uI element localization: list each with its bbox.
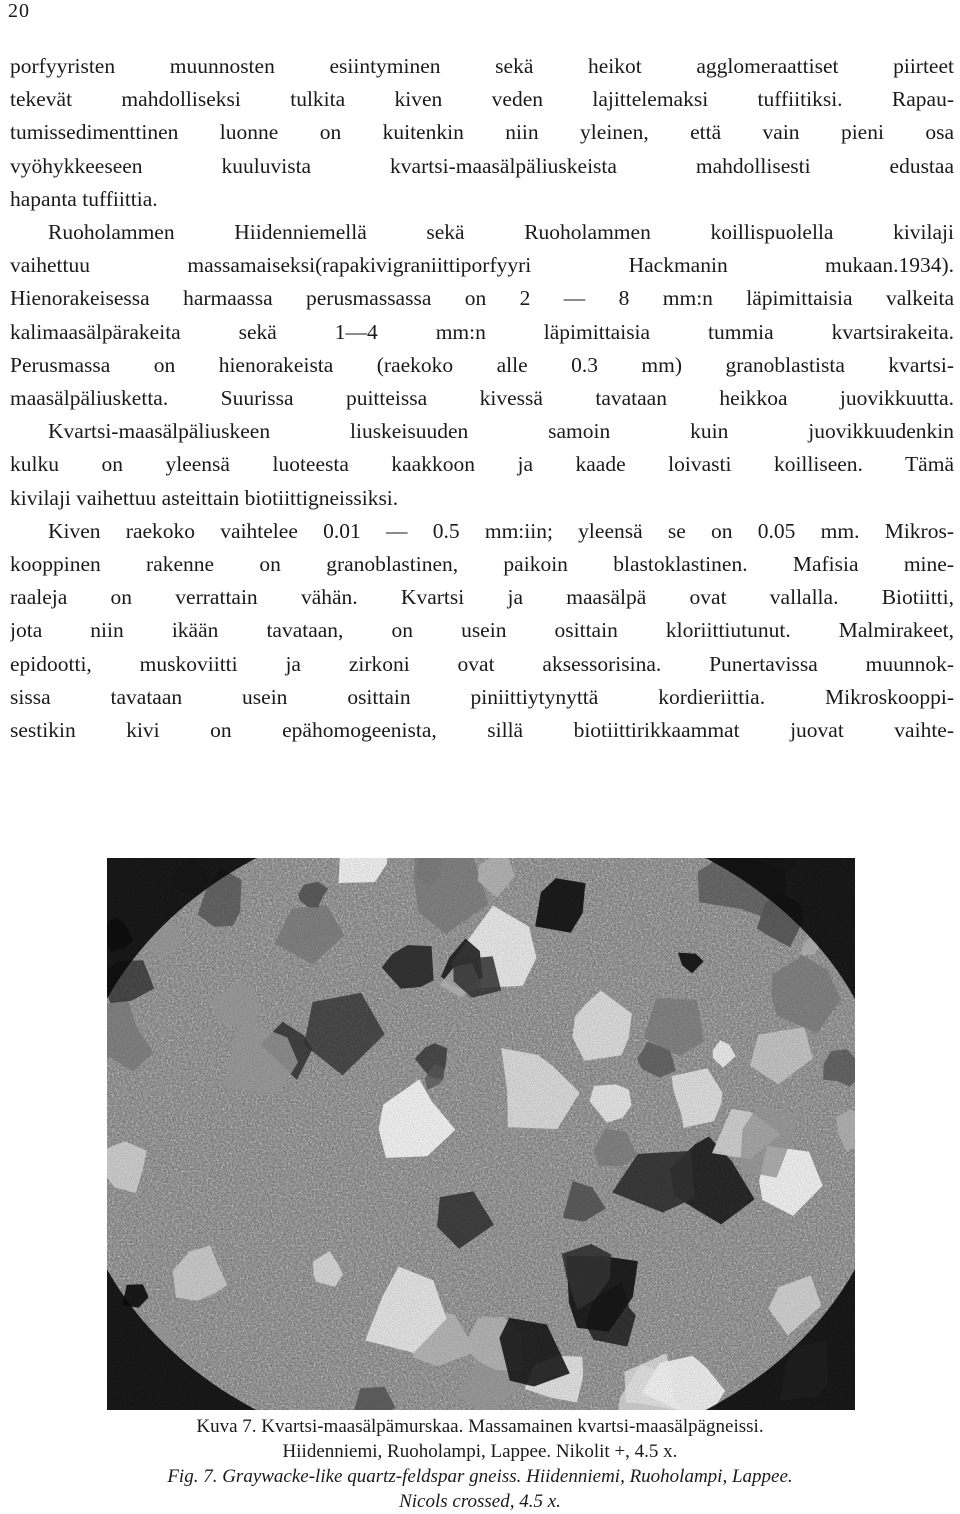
text-line: sissa tavataan usein osittain piniittiytynyttä kordieriittia. Mikroskooppi- xyxy=(10,684,954,709)
micrograph-figure xyxy=(107,858,855,1410)
caption-finnish-line-2: Hiidenniemi, Ruoholampi, Lappee. Nikolit +, 4.5 x. xyxy=(282,1441,678,1462)
caption-finnish-line-1: Kuva 7. Kvartsi-maasälpämurskaa. Massamainen kvartsi-maasälpägneissi. xyxy=(196,1416,764,1437)
figure-caption xyxy=(100,1414,860,1514)
text-line: Hienorakeisessa harmaassa perusmassassa on 2 — 8 mm:n läpimittaisia valkeita xyxy=(10,286,954,311)
text-line: hapanta tuffiittia. xyxy=(10,186,158,211)
text-line: tekevät mahdolliseksi tulkita kiven veden lajittelemaksi tuffiitiksi. Rapau- xyxy=(10,87,954,112)
caption-english-line-1: Fig. 7. Graywacke-like quartz-feldspar gneiss. Hiidenniemi, Ruoholampi, Lappee. xyxy=(167,1466,793,1487)
text-line: Perusmassa on hienorakeista (raekoko alle 0.3 mm) granoblastista kvartsi- xyxy=(10,352,954,377)
text-line: Kvartsi-maasälpäliuskeen liuskeisuuden samoin kuin juovikkuudenkin xyxy=(48,419,954,444)
caption-english-line-2: Nicols crossed, 4.5 x. xyxy=(399,1491,561,1512)
text-line: sestikin kivi on epähomogeenista, sillä biotiittirikkaammat juovat vaihte- xyxy=(10,718,954,743)
text-line: vyöhykkeeseen kuuluvista kvartsi-maasälpäliuskeista mahdollisesti edustaa xyxy=(10,153,954,178)
text-line: tumissedimenttinen luonne on kuitenkin niin yleinen, että vain pieni osa xyxy=(10,120,954,145)
text-line: raaleja on verrattain vähän. Kvartsi ja maasälpä ovat vallalla. Biotiitti, xyxy=(10,585,954,610)
text-line: Ruoholammen Hiidenniemellä sekä Ruoholammen koillispuolella kivilaji xyxy=(48,220,954,245)
text-line: kooppinen rakenne on granoblastinen, paikoin blastoklastinen. Mafisia mine- xyxy=(10,552,954,577)
micrograph-image xyxy=(107,858,855,1410)
text-line: epidootti, muskoviitti ja zirkoni ovat aksessorisina. Punertavissa muunnok- xyxy=(10,651,954,676)
text-line: jota niin ikään tavataan, on usein osittain kloriittiutunut. Malmirakeet, xyxy=(10,618,954,643)
body-text xyxy=(10,50,954,747)
text-line: maasälpäliusketta. Suurissa puitteissa kivessä tavataan heikkoa juovikkuutta. xyxy=(10,386,954,411)
text-line: vaihettuu massamaiseksi(rapakivigraniittiporfyyri Hackmanin mukaan.1934). xyxy=(10,253,954,278)
text-line: kivilaji vaihettuu asteittain biotiittigneissiksi. xyxy=(10,485,399,510)
text-line: kulku on yleensä luoteesta kaakkoon ja kaade loivasti koilliseen. Tämä xyxy=(10,452,954,477)
text-line: porfyyristen muunnosten esiintyminen sekä heikot agglomeraattiset piirteet xyxy=(10,54,954,78)
page-number: 20 xyxy=(8,0,30,22)
text-line: kalimaasälpärakeita sekä 1—4 mm:n läpimittaisia tummia kvartsirakeita. xyxy=(10,319,954,344)
text-line: Kiven raekoko vaihtelee 0.01 — 0.5 mm:iin; yleensä se on 0.05 mm. Mikros- xyxy=(48,518,954,543)
